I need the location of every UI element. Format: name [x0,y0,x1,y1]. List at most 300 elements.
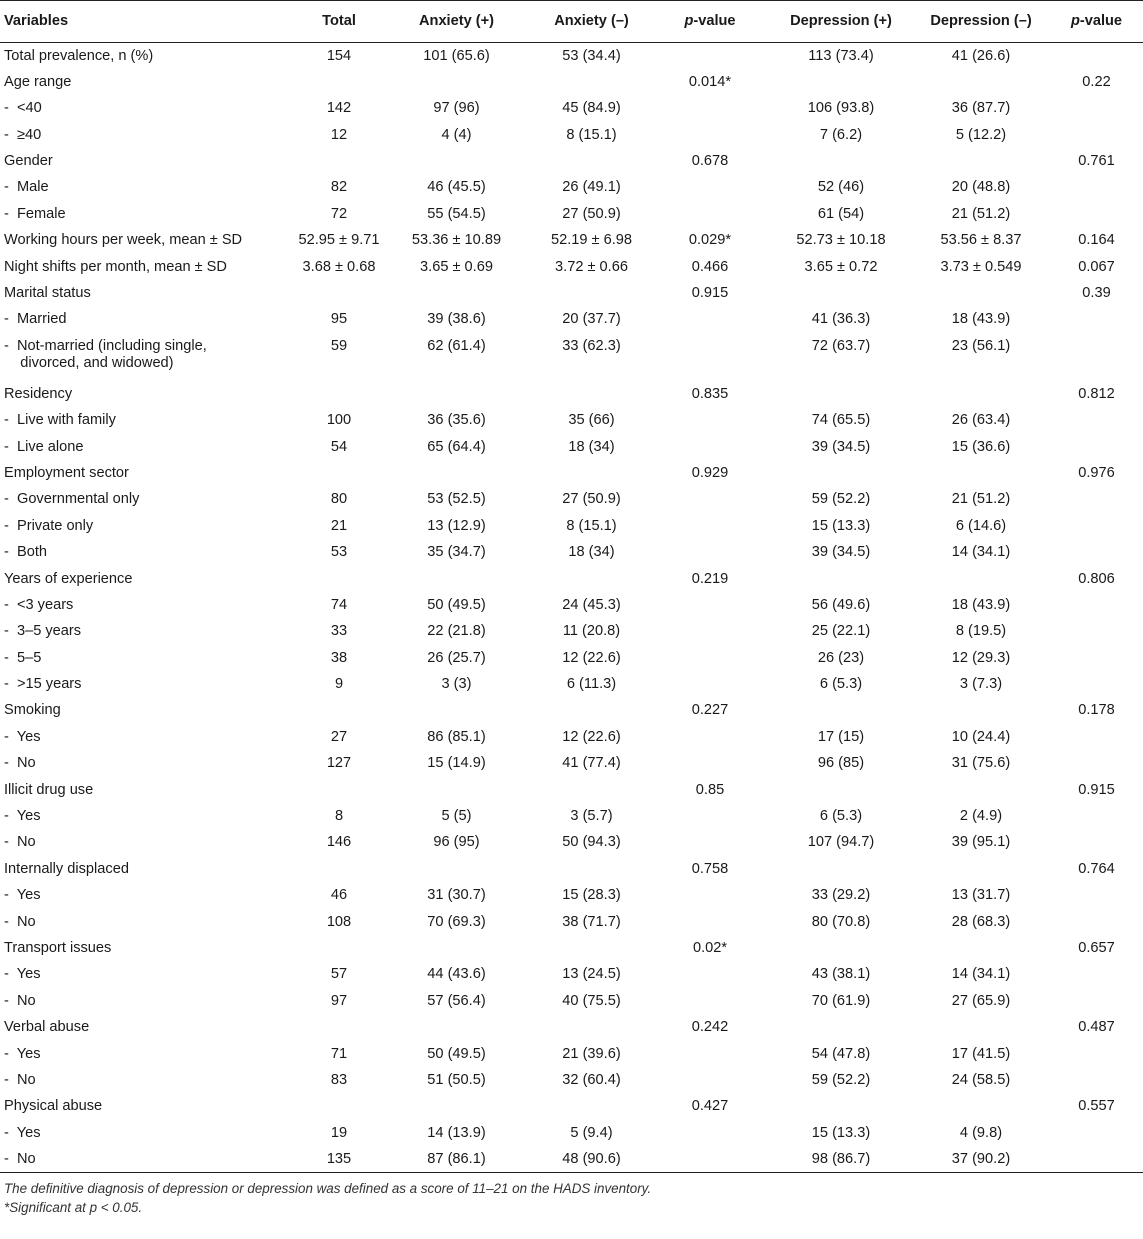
cell-p-value-depression [1046,434,1143,460]
cell-variable: Gender [4,153,53,170]
cell-variable: - <3 years [4,596,74,613]
table-row [0,961,1143,987]
cell-total: 54 [330,438,348,455]
cell-anxiety-positive: 97 (96) [433,100,480,117]
cell-depression-negative [916,777,1046,803]
cell-p-value-depression [1046,750,1143,776]
cell-anxiety-positive: 44 (43.6) [427,966,486,983]
cell-depression-negative [916,381,1046,407]
cell-anxiety-negative [529,460,654,486]
cell-total [294,777,384,803]
cell-anxiety-positive: 65 (64.4) [427,438,486,455]
cell-anxiety-positive [384,460,529,486]
cell-p-value-depression [1046,486,1143,512]
cell-depression-negative: 13 (31.7) [951,887,1011,904]
cell-depression-negative [916,935,1046,961]
footnote-significance: *Significant at p < 0.05. [4,1200,143,1216]
cell-anxiety-negative [529,777,654,803]
cell-p-value-depression: 0.761 [1078,153,1115,170]
cell-anxiety-negative: 18 (34) [568,544,615,561]
cell-anxiety-positive: 55 (54.5) [427,205,486,222]
cell-p-value-anxiety [654,174,766,200]
table-row [0,513,1143,539]
cell-anxiety-positive: 31 (30.7) [427,887,486,904]
header-row [0,1,1143,43]
table-notes [0,1173,1143,1217]
cell-depression-negative: 24 (58.5) [951,1071,1011,1088]
table-row [0,645,1143,671]
cell-p-value-depression [1046,513,1143,539]
table-row [0,697,1143,723]
cell-anxiety-positive: 35 (34.7) [427,544,486,561]
cell-depression-positive: 80 (70.8) [811,913,871,930]
cell-depression-positive [766,280,916,306]
table-row [0,856,1143,882]
header-depression-positive: Depression (+) [790,13,892,29]
cell-variable: - 3–5 years [4,623,82,640]
cell-p-value-depression [1046,43,1143,69]
table-row [0,306,1143,332]
cell-anxiety-negative: 3 (5.7) [570,808,613,825]
cell-p-value-depression [1046,1146,1143,1172]
cell-anxiety-negative: 27 (50.9) [562,205,621,222]
p-italic: p [684,13,694,29]
cell-depression-positive: 113 (73.4) [808,48,874,64]
cell-depression-positive: 107 (94.7) [807,834,875,851]
cell-anxiety-negative [529,935,654,961]
cell-p-value-depression [1046,618,1143,644]
table-row [0,882,1143,908]
table-row [0,988,1143,1014]
cell-p-value-anxiety [654,43,766,69]
cell-depression-positive [766,856,916,882]
table-row [0,1067,1143,1093]
cell-anxiety-negative: 32 (60.4) [562,1071,621,1088]
cell-p-value-anxiety [654,306,766,332]
cell-total: 142 [326,100,352,117]
cell-anxiety-negative: 40 (75.5) [562,992,621,1009]
cell-depression-negative: 28 (68.3) [951,913,1011,930]
table-body [0,43,1143,1173]
cell-total [294,856,384,882]
cell-p-value-anxiety: 0.029* [688,232,732,249]
table-row [0,201,1143,227]
cell-p-value-anxiety [654,486,766,512]
cell-depression-negative: 26 (63.4) [951,412,1011,429]
cell-anxiety-negative: 20 (37.7) [562,311,621,328]
table-row [0,381,1143,407]
cell-variable: - No [4,992,36,1009]
table-row [0,148,1143,174]
cell-anxiety-negative: 26 (49.1) [562,179,621,196]
cell-variable: - Governmental only [4,491,140,508]
cell-depression-negative [916,856,1046,882]
cell-total: 135 [326,1151,352,1168]
cell-p-value-anxiety: 0.219 [691,570,729,587]
cell-p-value-anxiety [654,201,766,227]
cell-anxiety-positive: 62 (61.4) [427,337,486,354]
header-depression-negative: Depression (–) [930,13,1032,29]
cell-anxiety-positive [384,566,529,592]
cell-depression-positive [766,460,916,486]
cell-depression-negative: 12 (29.3) [951,649,1011,666]
cell-anxiety-negative: 35 (66) [568,412,615,429]
header-anxiety-positive: Anxiety (+) [418,13,494,29]
cell-p-value-depression [1046,174,1143,200]
cell-total: 38 [330,649,348,666]
cell-anxiety-positive: 3.65 ± 0.69 [420,258,493,275]
cell-p-value-depression [1046,961,1143,987]
cell-variable: Illicit drug use [4,781,94,798]
cell-depression-negative [916,460,1046,486]
cell-p-value-anxiety [654,333,766,381]
table-row [0,434,1143,460]
cell-p-value-depression: 0.39 [1082,285,1111,302]
cell-p-value-depression: 0.487 [1078,1019,1115,1036]
cell-variable: - Yes [4,808,41,825]
cell-anxiety-positive: 5 (5) [441,808,472,825]
cell-depression-negative [916,280,1046,306]
cell-total: 146 [326,834,352,851]
cell-depression-negative: 36 (87.7) [951,100,1011,117]
cell-p-value-anxiety: 0.02* [692,940,728,956]
cell-p-value-anxiety [654,407,766,433]
cell-total: 9 [334,676,344,693]
cell-variable: Residency [4,385,73,402]
cell-total: 108 [326,913,352,930]
cell-anxiety-positive [384,69,529,95]
cell-depression-positive: 61 (54) [817,205,865,222]
cell-depression-positive: 6 (5.3) [819,676,863,693]
cell-anxiety-positive: 53.36 ± 10.89 [411,232,502,249]
cell-depression-negative: 17 (41.5) [951,1045,1011,1062]
cell-depression-negative: 31 (75.6) [951,755,1011,772]
cell-anxiety-negative: 12 (22.6) [562,728,621,745]
cell-depression-positive: 7 (6.2) [819,126,863,143]
cell-anxiety-negative: 15 (28.3) [562,887,621,904]
table-row [0,935,1143,961]
cell-anxiety-positive: 50 (49.5) [427,1045,486,1062]
cell-variable: - Yes [4,887,41,904]
cell-total: 21 [330,517,348,534]
table-row [0,777,1143,803]
cell-anxiety-positive: 51 (50.5) [427,1071,486,1088]
cell-depression-positive: 98 (86.7) [811,1151,871,1168]
cell-anxiety-positive [384,280,529,306]
cell-depression-positive: 39 (34.5) [811,544,871,561]
cell-depression-negative [916,1014,1046,1040]
cell-anxiety-negative: 24 (45.3) [562,596,621,613]
cell-anxiety-negative: 3.72 ± 0.66 [555,258,628,275]
cell-variable: - ≥40 [4,126,42,143]
cell-depression-positive [766,69,916,95]
cell-p-value-depression [1046,201,1143,227]
cell-depression-negative: 6 (14.6) [955,517,1007,534]
table-row [0,460,1143,486]
cell-anxiety-negative [529,856,654,882]
cell-p-value-anxiety [654,645,766,671]
header-total: Total [322,13,356,29]
cell-variable: - No [4,755,36,772]
cell-depression-negative: 10 (24.4) [951,728,1011,745]
cell-depression-negative: 21 (51.2) [951,205,1011,222]
cell-variable: Night shifts per month, mean ± SD [4,258,227,275]
cell-depression-positive: 25 (22.1) [811,623,871,640]
cell-depression-negative: 39 (95.1) [951,834,1011,851]
cell-variable: - <40 [4,100,42,117]
cell-anxiety-positive: 22 (21.8) [427,623,486,640]
cell-total [294,280,384,306]
table-row [0,69,1143,95]
cell-depression-negative: 5 (12.2) [955,126,1007,143]
cell-anxiety-negative: 21 (39.6) [562,1045,621,1062]
cell-depression-positive: 39 (34.5) [811,438,871,455]
cell-variable: - Private only [4,517,94,534]
table-row [0,407,1143,433]
p-suffix: -value [693,13,736,29]
cell-depression-positive: 72 (63.7) [811,337,871,354]
cell-depression-positive: 15 (13.3) [811,517,871,534]
cell-depression-negative: 15 (36.6) [951,438,1011,455]
cell-p-value-anxiety [654,618,766,644]
cell-total [294,566,384,592]
cell-depression-positive: 52.73 ± 10.18 [796,232,886,249]
cell-p-value-depression: 0.557 [1078,1098,1115,1115]
cell-p-value-depression: 0.164 [1078,232,1115,249]
cell-anxiety-negative [529,69,654,95]
cell-depression-negative: 27 (65.9) [951,992,1011,1009]
cell-anxiety-positive: 87 (86.1) [427,1151,486,1168]
cell-p-value-depression [1046,829,1143,855]
cell-p-value-anxiety: 0.242 [691,1019,729,1036]
cell-depression-negative [916,1093,1046,1119]
cell-total: 33 [330,623,348,640]
header-variables: Variables [4,13,69,29]
cell-depression-negative: 18 (43.9) [951,596,1011,613]
cell-depression-positive: 96 (85) [817,755,865,772]
cell-p-value-anxiety: 0.678 [691,153,729,170]
cell-variable: - 5–5 [4,649,42,666]
cell-anxiety-positive [384,935,529,961]
cell-total [294,460,384,486]
table-row [0,333,1143,381]
cell-variable: - No [4,834,36,851]
cell-anxiety-positive: 36 (35.6) [427,412,486,429]
cell-total: 19 [330,1124,348,1141]
table-row [0,750,1143,776]
cell-total: 95 [330,311,348,328]
cell-p-value-depression [1046,95,1143,121]
cell-total [294,69,384,95]
cell-total [294,935,384,961]
cell-depression-positive: 52 (46) [817,179,865,196]
cell-variable: - Live with family [4,412,116,429]
cell-variable: Physical abuse [4,1098,103,1115]
header-anxiety-negative: Anxiety (–) [554,13,629,29]
cell-anxiety-positive: 14 (13.9) [427,1124,486,1141]
cell-anxiety-positive: 46 (45.5) [427,179,486,196]
table-row [0,566,1143,592]
cell-variable: Verbal abuse [4,1019,90,1036]
cell-total: 80 [330,491,348,508]
cell-p-value-anxiety [654,592,766,618]
header-p-value-anxiety [654,1,766,43]
cell-p-value-depression [1046,122,1143,148]
table-row [0,254,1143,280]
cell-depression-negative: 3 (7.3) [959,676,1003,693]
cell-anxiety-positive [384,856,529,882]
cell-p-value-anxiety [654,724,766,750]
cell-anxiety-positive: 101 (65.6) [423,48,490,64]
cell-total: 8 [334,808,344,825]
cell-p-value-anxiety [654,829,766,855]
cell-anxiety-positive: 53 (52.5) [427,491,486,508]
cell-depression-negative: 4 (9.8) [959,1124,1003,1141]
cell-p-value-depression: 0.178 [1078,702,1115,719]
table-row [0,122,1143,148]
cell-anxiety-positive: 26 (25.7) [427,649,486,666]
cell-p-value-depression [1046,1120,1143,1146]
cell-p-value-anxiety: 0.835 [691,385,729,402]
cell-anxiety-positive: 50 (49.5) [427,596,486,613]
cell-depression-positive [766,697,916,723]
cell-total: 154 [326,48,352,64]
cell-anxiety-negative: 41 (77.4) [562,755,621,772]
cell-anxiety-negative: 33 (62.3) [562,337,621,354]
cell-anxiety-negative: 53 (34.4) [562,48,621,64]
cell-total: 74 [330,596,348,613]
cell-depression-positive [766,1014,916,1040]
cell-depression-negative: 14 (34.1) [951,544,1011,561]
cell-total: 71 [330,1045,348,1062]
cell-total: 100 [326,412,352,429]
cell-p-value-depression [1046,1041,1143,1067]
cell-p-value-depression: 0.657 [1078,940,1115,956]
cell-p-value-anxiety [654,750,766,776]
cell-depression-positive: 26 (23) [817,649,865,666]
table-row [0,1146,1143,1172]
cell-variable: - Live alone [4,438,84,455]
header-p-value-depression [1046,1,1143,43]
table-header [0,1,1143,43]
cell-p-value-depression [1046,882,1143,908]
p-suffix: -value [1079,13,1123,29]
cell-anxiety-negative: 6 (11.3) [566,676,617,693]
cell-anxiety-negative [529,697,654,723]
cell-depression-negative: 3.73 ± 0.549 [940,258,1022,275]
cell-anxiety-positive [384,1014,529,1040]
cell-p-value-depression [1046,407,1143,433]
cell-anxiety-positive [384,381,529,407]
table-row [0,1093,1143,1119]
table-row [0,724,1143,750]
cell-p-value-anxiety: 0.014* [688,73,732,90]
cell-p-value-anxiety [654,1067,766,1093]
cell-p-value-anxiety [654,539,766,565]
cell-variable: Marital status [4,285,91,302]
cell-depression-negative: 2 (4.9) [959,808,1003,825]
cell-total: 52.95 ± 9.71 [298,232,380,249]
table-row [0,1120,1143,1146]
cell-p-value-anxiety [654,513,766,539]
cell-variable: - No [4,1071,36,1088]
cell-depression-positive [766,566,916,592]
cell-variable: Age range [4,73,72,90]
cell-p-value-depression [1046,645,1143,671]
cell-depression-positive: 33 (29.2) [811,887,871,904]
cell-anxiety-negative: 27 (50.9) [562,491,621,508]
cell-anxiety-negative: 38 (71.7) [562,913,621,930]
cell-p-value-depression [1046,306,1143,332]
cell-depression-positive: 56 (49.6) [811,596,871,613]
cell-variable: - Yes [4,1045,41,1062]
cell-anxiety-negative: 18 (34) [568,438,615,455]
cell-p-value-depression [1046,671,1143,697]
cell-variable: - Married [4,311,67,328]
cell-anxiety-positive [384,148,529,174]
cell-p-value-depression: 0.976 [1078,464,1115,481]
cell-variable: - >15 years [4,676,82,693]
cell-anxiety-negative [529,280,654,306]
cell-p-value-anxiety [654,909,766,935]
cell-variable: - Yes [4,728,41,745]
table-row [0,227,1143,253]
cell-anxiety-negative: 48 (90.6) [562,1151,621,1168]
cell-depression-positive [766,777,916,803]
cell-p-value-depression: 0.067 [1078,258,1115,275]
cell-depression-negative [916,697,1046,723]
cell-variable: - Male [4,179,49,196]
cell-p-value-depression [1046,988,1143,1014]
cell-anxiety-positive: 3 (3) [441,676,472,693]
table-row [0,803,1143,829]
cell-anxiety-positive: 86 (85.1) [427,728,486,745]
cell-total [294,697,384,723]
table-row [0,1014,1143,1040]
cell-total: 127 [326,755,352,772]
cell-anxiety-negative: 50 (94.3) [562,834,621,851]
cell-anxiety-negative: 5 (9.4) [570,1124,613,1141]
cell-anxiety-negative [529,381,654,407]
cell-anxiety-negative: 11 (20.8) [562,623,621,640]
cell-variable: Smoking [4,702,61,719]
cell-depression-positive [766,935,916,961]
cell-depression-negative: 37 (90.2) [951,1151,1011,1168]
cell-depression-negative: 21 (51.2) [951,491,1011,508]
cell-depression-positive: 15 (13.3) [811,1124,871,1141]
cell-p-value-depression: 0.764 [1078,860,1115,877]
cell-total: 83 [330,1071,348,1088]
cell-depression-positive: 54 (47.8) [811,1045,871,1062]
cell-anxiety-negative [529,1093,654,1119]
cell-p-value-depression [1046,1067,1143,1093]
cell-depression-positive [766,381,916,407]
table-row [0,829,1143,855]
cell-p-value-anxiety [654,434,766,460]
cell-total [294,148,384,174]
cell-p-value-depression [1046,592,1143,618]
cell-anxiety-negative [529,566,654,592]
cell-p-value-depression: 0.806 [1078,570,1115,587]
cell-variable: - No [4,1151,36,1168]
cell-anxiety-negative [529,148,654,174]
cell-anxiety-negative: 45 (84.9) [562,100,621,117]
cell-p-value-anxiety: 0.758 [691,860,729,877]
cell-depression-positive: 43 (38.1) [811,966,871,983]
table-row [0,592,1143,618]
cell-anxiety-positive [384,777,529,803]
cell-p-value-depression [1046,724,1143,750]
